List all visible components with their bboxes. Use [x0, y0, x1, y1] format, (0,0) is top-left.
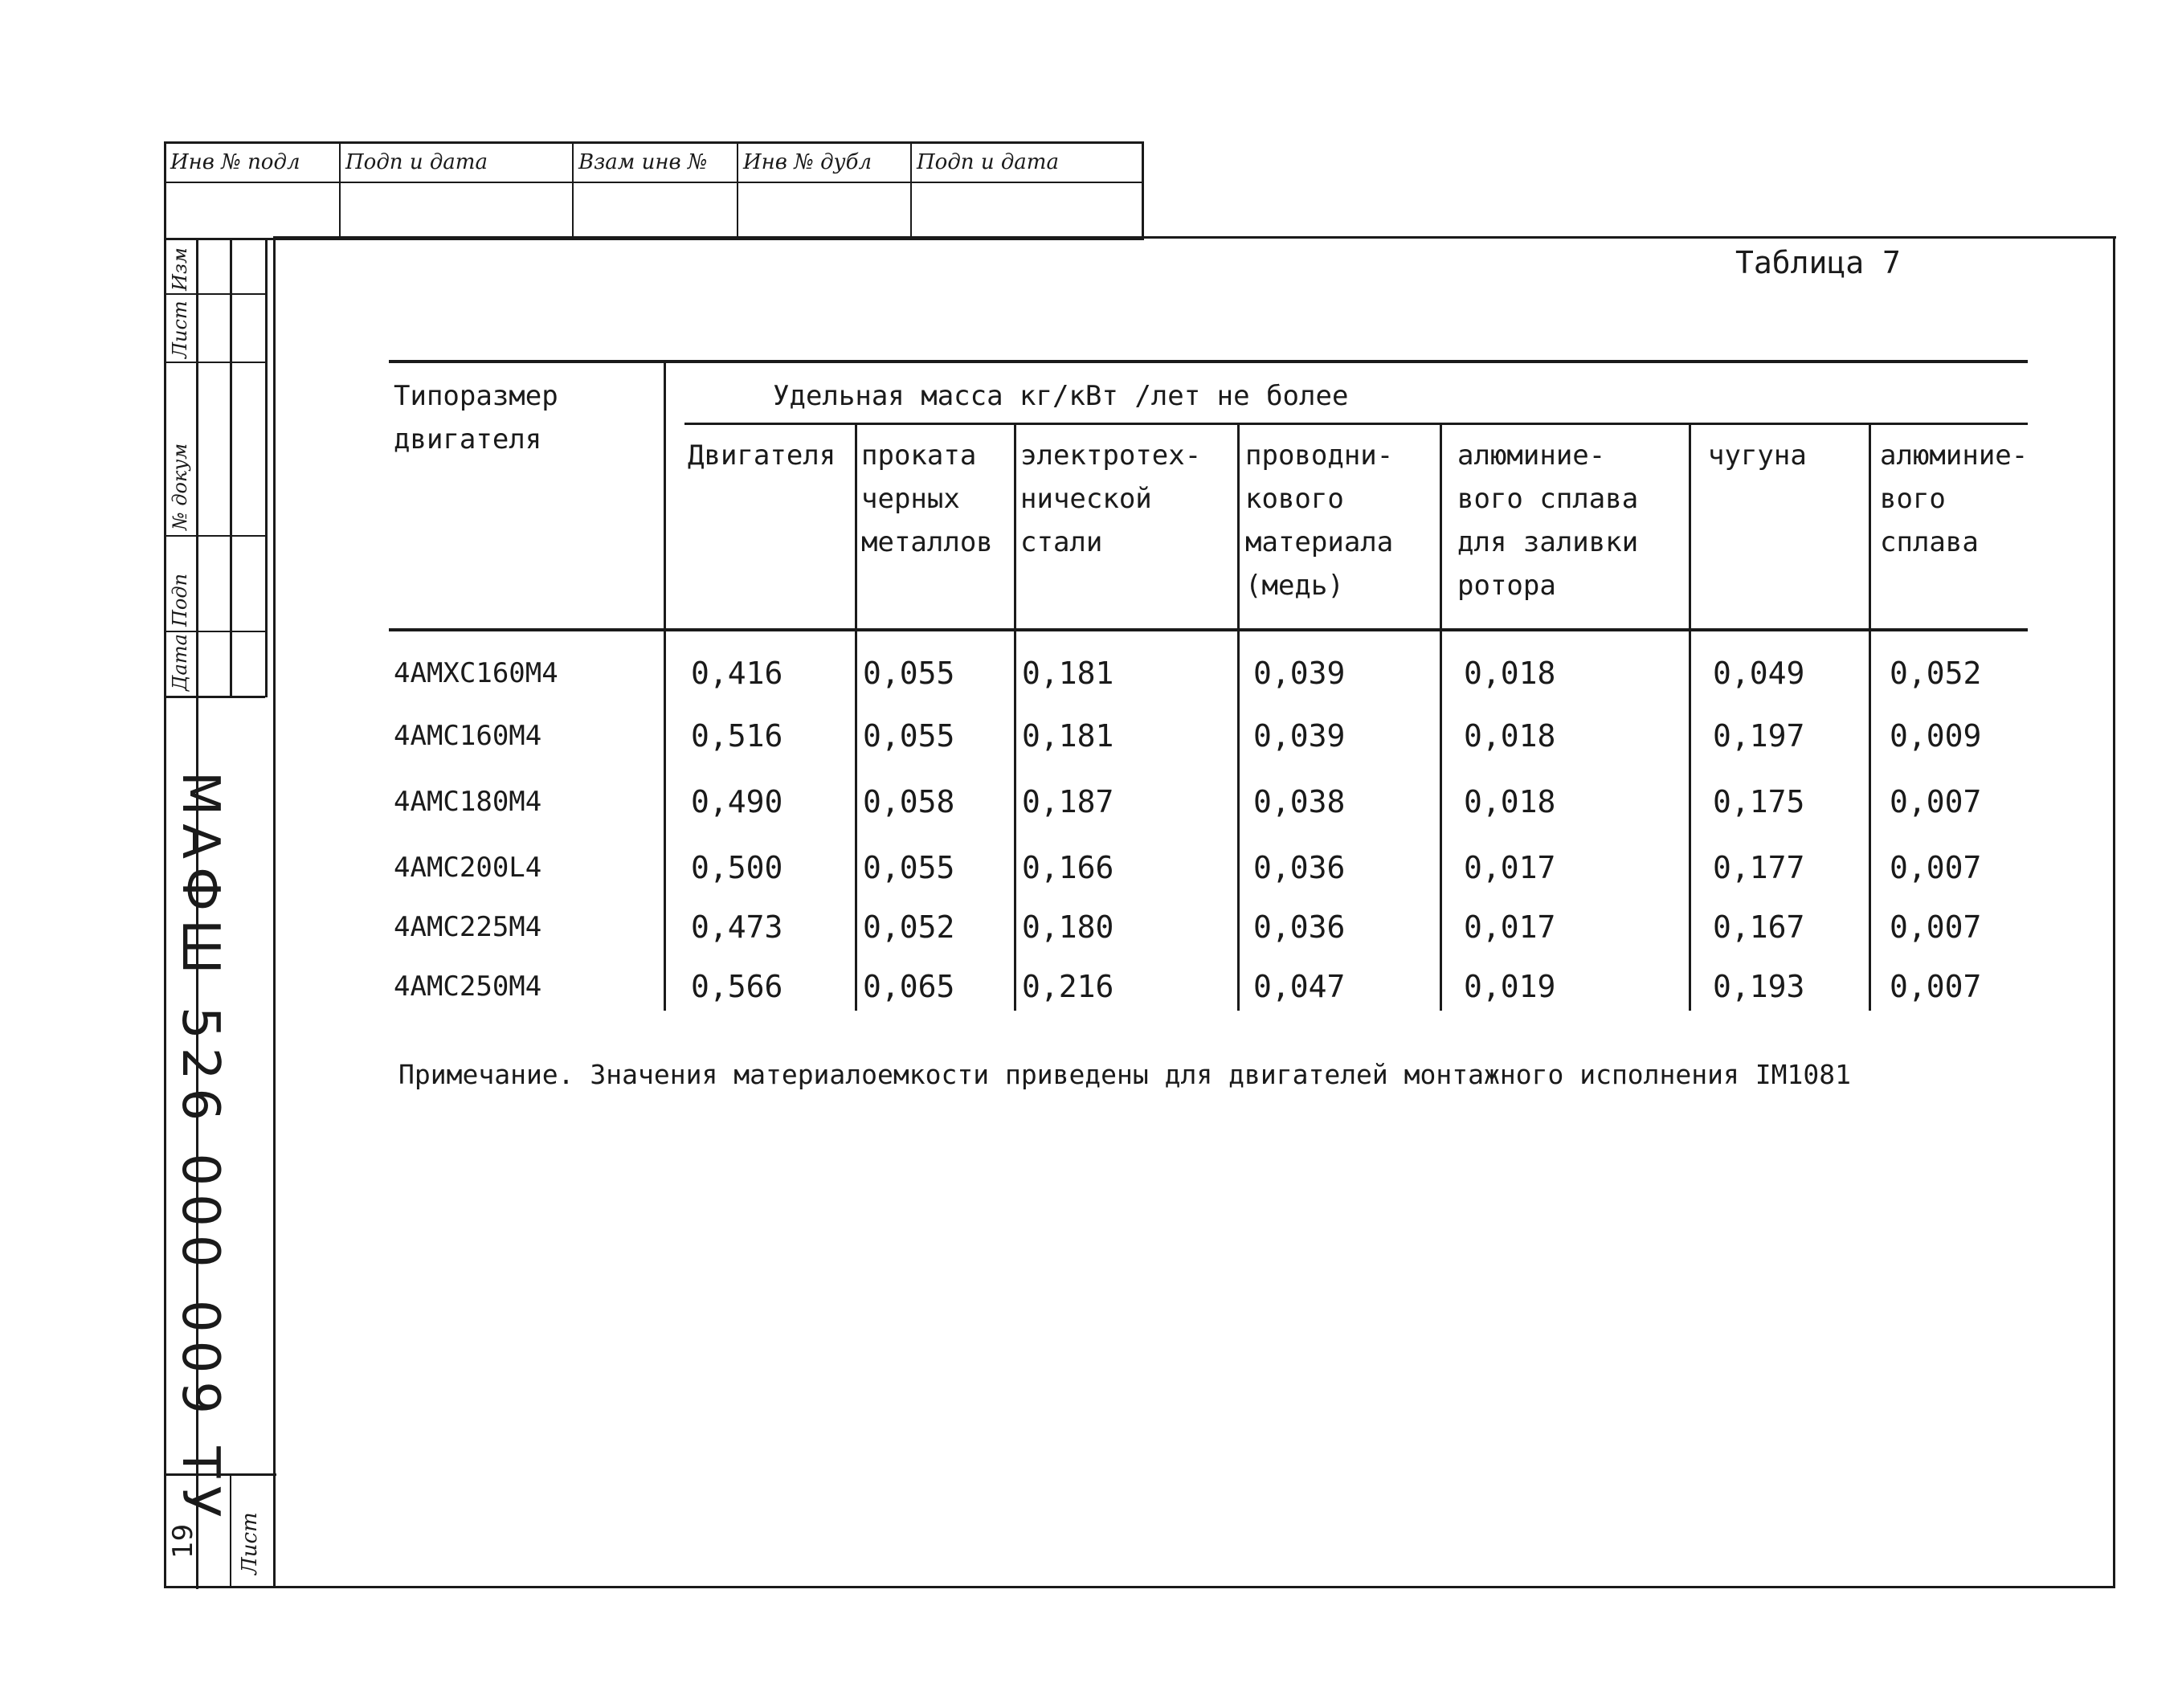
- cell-cast-iron: 0,049: [1713, 656, 1805, 691]
- cell-ferrous: 0,055: [863, 656, 955, 691]
- cell-cast-iron: 0,175: [1713, 784, 1805, 819]
- cell-electrical-steel: 0,187: [1022, 784, 1114, 819]
- cell-electrical-steel: 0,180: [1022, 909, 1114, 945]
- cell-electrical-steel: 0,166: [1022, 850, 1114, 885]
- cell-copper: 0,039: [1253, 718, 1346, 754]
- row-type: 4АМС180М4: [394, 786, 542, 818]
- cell-aluminium-rotor: 0,017: [1464, 850, 1556, 885]
- cell-cast-iron: 0,197: [1713, 718, 1805, 754]
- header-col-aluminium-rotor: алюминие- вого сплава для заливки ротора: [1457, 439, 1639, 602]
- table-note: Примечание. Значения материалоемкости приведены для двигателей монтажного исполнения IМ1081: [398, 1059, 1851, 1090]
- cell-ferrous: 0,055: [863, 850, 955, 885]
- cell-ferrous: 0,058: [863, 784, 955, 819]
- cell-aluminium-alloy: 0,007: [1890, 850, 1982, 885]
- cell-cast-iron: 0,177: [1713, 850, 1805, 885]
- cell-motor: 0,473: [691, 909, 783, 945]
- sheet-number: 19: [167, 1523, 199, 1559]
- stamp-cell-sign-date-2: Подп и дата: [917, 150, 1059, 174]
- margin-label-sheet: Лист: [169, 300, 191, 358]
- table-title: Таблица 7: [1735, 245, 1901, 280]
- cell-electrical-steel: 0,181: [1022, 656, 1114, 691]
- cell-copper: 0,038: [1253, 784, 1346, 819]
- header-col-aluminium-alloy: алюминие- вого сплава: [1880, 439, 2029, 558]
- cell-motor: 0,500: [691, 850, 783, 885]
- cell-copper: 0,036: [1253, 909, 1346, 945]
- cell-aluminium-alloy: 0,052: [1890, 656, 1982, 691]
- stamp-cell-inv-no: Инв № подл: [170, 150, 300, 174]
- row-type: 4АМС200L4: [394, 852, 542, 884]
- cell-aluminium-alloy: 0,007: [1890, 909, 1982, 945]
- margin-label-doc-no: № докум: [169, 443, 191, 530]
- cell-ferrous: 0,052: [863, 909, 955, 945]
- cell-electrical-steel: 0,181: [1022, 718, 1114, 754]
- cell-aluminium-rotor: 0,017: [1464, 909, 1556, 945]
- stamp-cell-sign-date: Подп и дата: [345, 150, 488, 174]
- cell-aluminium-rotor: 0,018: [1464, 718, 1556, 754]
- cell-aluminium-rotor: 0,018: [1464, 784, 1556, 819]
- margin-label-date: Дата: [169, 634, 191, 691]
- cell-motor: 0,490: [691, 784, 783, 819]
- cell-cast-iron: 0,193: [1713, 969, 1805, 1004]
- cell-motor: 0,416: [691, 656, 783, 691]
- sheet-label: Лист: [238, 1512, 262, 1575]
- margin-label-sign: Подп: [169, 573, 191, 627]
- header-col-electrical-steel: электротех- нической стали: [1020, 439, 1202, 558]
- header-col-ferrous: проката черных металлов: [861, 439, 993, 558]
- cell-aluminium-alloy: 0,009: [1890, 718, 1982, 754]
- stamp-cell-replace-inv: Взам инв №: [578, 150, 708, 174]
- header-group: Удельная масса кг/кВт /лет не более: [773, 380, 1349, 412]
- cell-aluminium-alloy: 0,007: [1890, 969, 1982, 1004]
- cell-aluminium-alloy: 0,007: [1890, 784, 1982, 819]
- cell-motor: 0,566: [691, 969, 783, 1004]
- margin-label-change: Изм: [169, 247, 191, 291]
- row-type: 4АМС250М4: [394, 970, 542, 1003]
- cell-ferrous: 0,065: [863, 969, 955, 1004]
- document-code: МАФШ 526 000 009 ТУ: [170, 771, 230, 1526]
- cell-copper: 0,036: [1253, 850, 1346, 885]
- cell-ferrous: 0,055: [863, 718, 955, 754]
- cell-aluminium-rotor: 0,018: [1464, 656, 1556, 691]
- cell-motor: 0,516: [691, 718, 783, 754]
- header-col-cast-iron: чугуна: [1708, 439, 1807, 472]
- header-col-copper: проводни- кового материала (медь): [1245, 439, 1394, 602]
- cell-aluminium-rotor: 0,019: [1464, 969, 1556, 1004]
- row-type: 4АМС160М4: [394, 720, 542, 752]
- cell-cast-iron: 0,167: [1713, 909, 1805, 945]
- cell-copper: 0,039: [1253, 656, 1346, 691]
- row-type: 4АМС225М4: [394, 911, 542, 943]
- cell-electrical-steel: 0,216: [1022, 969, 1114, 1004]
- stamp-cell-dup-inv: Инв № дубл: [743, 150, 872, 174]
- row-type: 4АМХС160М4: [394, 657, 558, 689]
- cell-copper: 0,047: [1253, 969, 1346, 1004]
- header-type-size: Типоразмер двигателя: [394, 380, 558, 456]
- header-col-motor: Двигателя: [688, 439, 836, 472]
